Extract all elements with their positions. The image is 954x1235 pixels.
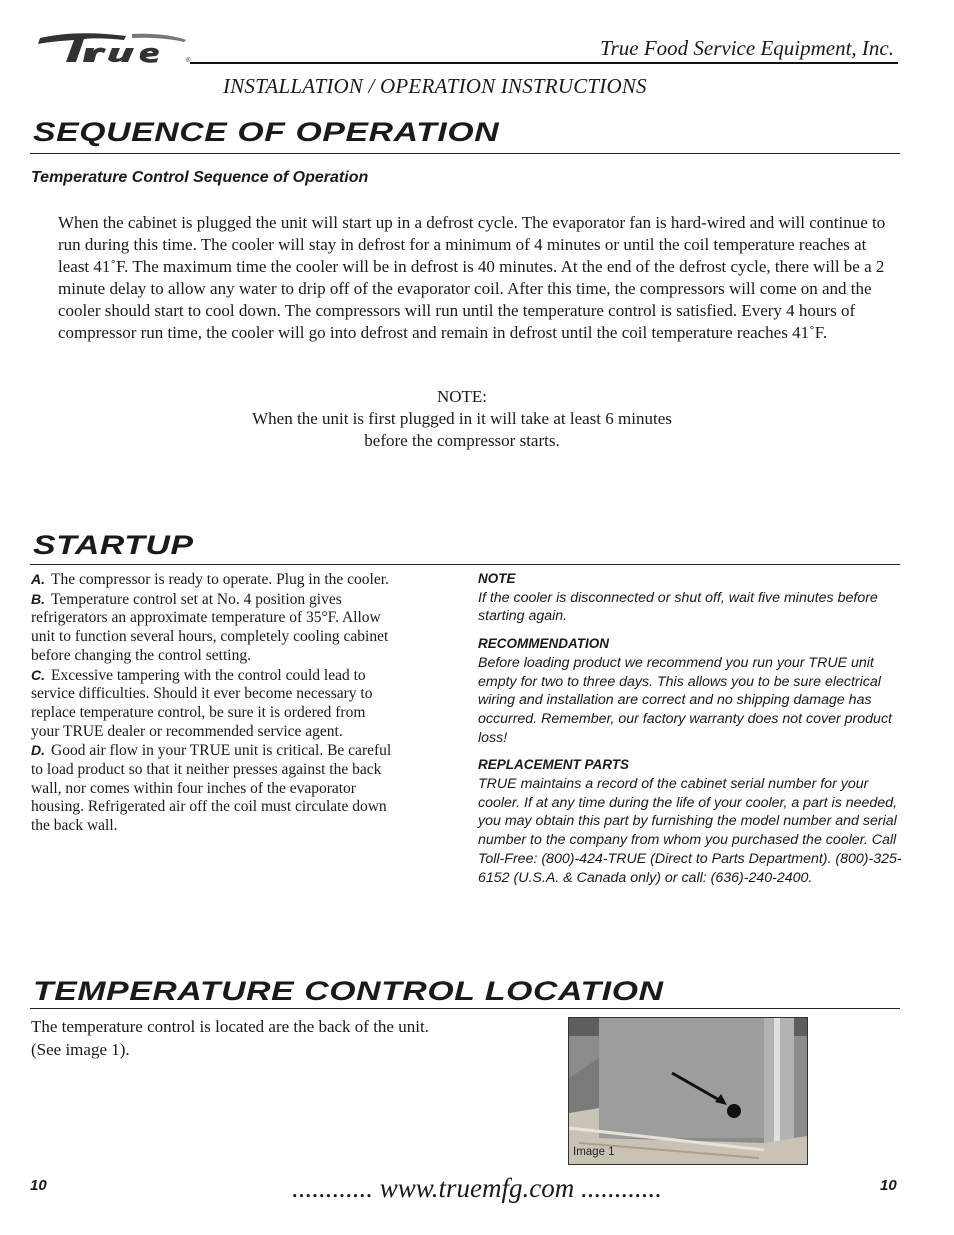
step-letter: C. (31, 666, 45, 683)
footer-url: ............ www.truemfg.com ............ (292, 1173, 662, 1203)
startup-step (31, 741, 393, 836)
step-text: The compressor is ready to operate. Plug in the cooler. (51, 571, 389, 588)
step-text: Good air flow in your TRUE unit is critical. Be careful to load product so that it neither presses against the back wall, nor comes within four inches of the evaporator housing. Refrigerated air off the coil must circulate down the back wall. (31, 742, 392, 835)
startup-steps (31, 570, 393, 836)
note-line: before the compressor starts. (364, 431, 560, 450)
startup-step (31, 590, 393, 666)
document-subtitle: INSTALLATION / OPERATION INSTRUCTIONS (223, 74, 647, 98)
cabinet-photo (568, 1017, 808, 1165)
company-name: True Food Service Equipment, Inc. (600, 36, 894, 60)
replacement-parts-text: TRUE maintains a record of the cabinet serial number for your cooler. If at any time during the life of your cooler, a part is needed, you may obtain this part by furnishing the model number and serial number to the company from whom you purchased the cooler. Call Toll-Free: (800)-424-TRUE (Direct to Parts Department). (800)-325-6152 (U.S.A. & Canada only) or call: (636)-240-2400. (478, 776, 902, 886)
temperature-control-location-text: The temperature control is located are the back of the unit. (See image 1). (31, 1017, 429, 1059)
page-number-right: 10 (880, 1177, 897, 1194)
replacement-parts-block (478, 756, 903, 887)
section-rule (30, 153, 900, 154)
svg-text:®: ® (186, 58, 191, 64)
startup-step (31, 666, 393, 742)
section-title-sequence: SEQUENCE OF OPERATION (33, 117, 500, 147)
true-logo (36, 30, 196, 66)
step-letter: B. (31, 590, 45, 607)
section-rule (30, 564, 900, 565)
step-text: Temperature control set at No. 4 position gives refrigerators an approximate temperature of 35°F. Allow unit to function several hours, completely cooling cabinet before changing the control setting. (31, 590, 389, 664)
replacement-parts-heading: REPLACEMENT PARTS (478, 757, 630, 773)
note-heading: NOTE (478, 571, 516, 586)
section-title-temperature-control-location: TEMPERATURE CONTROL LOCATION (33, 976, 664, 1006)
step-text: Excessive tampering with the control could lead to service difficulties. Should it ever become necessary to replace temperature control, be sure it is ordered from your TRUE dealer or recommended service agent. (31, 666, 373, 740)
page-number-left: 10 (30, 1177, 47, 1194)
note-label: NOTE: (436, 387, 488, 406)
note-block (478, 570, 903, 626)
sequence-note (170, 386, 754, 452)
image-caption: Image 1 (573, 1146, 615, 1158)
recommendation-text: Before loading product we recommend you run your TRUE unit empty for two to three days. This allows you to be sure electrical wiring and installation are correct and no shipping damage has occurred. Remember, our factory warranty does not cover product loss! (478, 654, 892, 746)
header-rule (190, 62, 898, 64)
startup-step (31, 570, 393, 590)
step-letter: A. (31, 571, 45, 587)
cabinet-photo-illustration (569, 1018, 807, 1164)
startup-notes (478, 570, 903, 896)
sequence-subheading: Temperature Control Sequence of Operation (31, 169, 369, 186)
recommendation-block (478, 635, 903, 747)
note-text: If the cooler is disconnected or shut off, wait five minutes before starting again. (478, 589, 878, 625)
section-rule (30, 1008, 900, 1009)
sequence-body: When the cabinet is plugged the unit will start up in a defrost cycle. The evaporator fan is hard-wired and will continue to run during this time. The cooler will stay in defrost for a minimum of 4 minutes or until the coil temperature reaches at least 41˚F. The maximum time the cooler will be in defrost is 40 minutes. At the end of the defrost cycle, there will be a 2 minute delay to allow any water to drip off of the evaporator coil. After this time, the compressors will come on and the cooler should start to cool down. The compressors will run until the temperature control is satisfied. Every 4 hours of compressor run time, the cooler will go into defrost and remain in defrost until the coil temperature reaches 41˚F. (58, 213, 886, 342)
note-line: When the unit is first plugged in it will take at least 6 minutes (252, 409, 672, 428)
section-title-startup: STARTUP (33, 530, 194, 560)
recommendation-heading: RECOMMENDATION (478, 636, 609, 652)
step-letter: D. (31, 742, 45, 759)
